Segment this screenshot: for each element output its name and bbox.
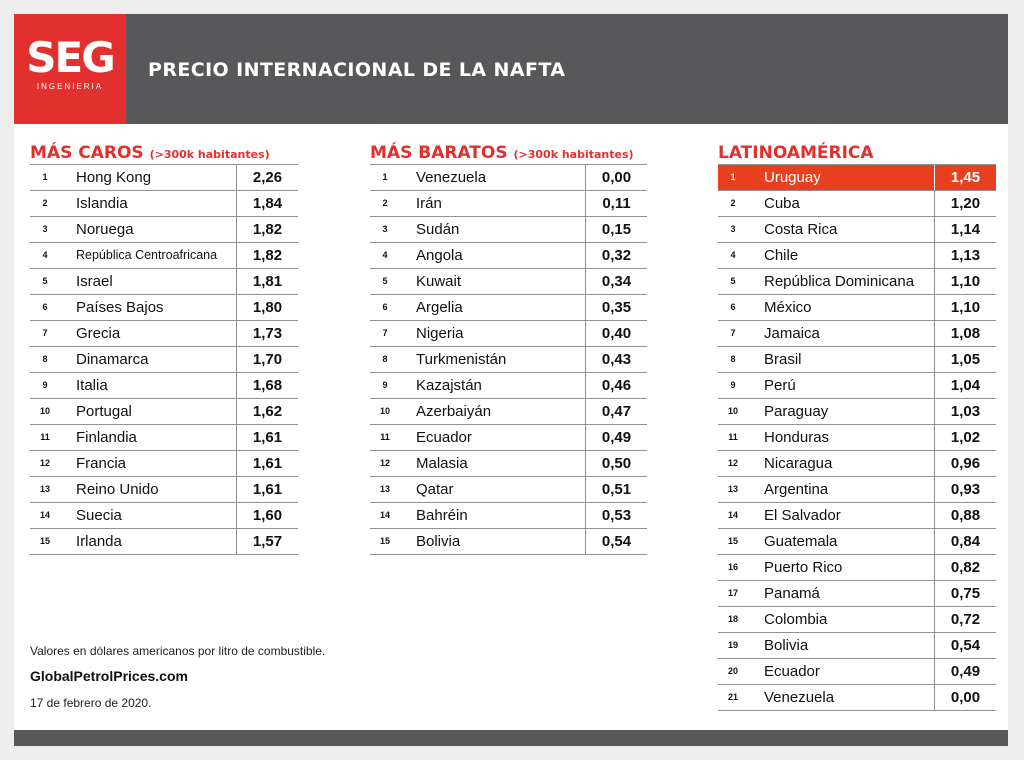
row-rank: 13 [727,484,738,494]
table-subtitle: (>300k habitantes) [149,148,270,161]
infographic-card [14,14,1008,746]
row-price: 0,46 [585,373,647,398]
table-row [718,373,996,399]
row-rank: 5 [42,276,48,286]
row-country: Venezuela [416,169,487,186]
row-country: Brasil [764,351,802,368]
row-price: 0,96 [934,451,996,476]
table-row [718,425,996,451]
row-rank: 6 [42,302,48,312]
row-price: 0,15 [585,217,647,242]
table-row [370,373,647,399]
row-price: 1,08 [934,321,996,346]
table-row [30,451,298,477]
row-country: Finlandia [76,429,137,446]
row-country: Islandia [76,195,128,212]
row-rank: 8 [730,354,736,364]
table-title [370,142,647,164]
source-credit: GlobalPetrolPrices.com [30,668,188,684]
table-row [370,425,647,451]
row-rank: 7 [730,328,736,338]
row-rank: 12 [379,458,390,468]
table-row [718,269,996,295]
row-country: Malasia [416,455,468,472]
row-rank: 10 [39,406,50,416]
row-country: México [764,299,812,316]
row-country: Suecia [76,507,122,524]
row-price: 1,04 [934,373,996,398]
logo-subtitle: INGENIERIA [36,82,104,91]
row-country: Uruguay [764,169,821,186]
row-rank: 18 [727,614,738,624]
row-price: 0,00 [585,165,647,190]
row-price: 1,05 [934,347,996,372]
header-bar [14,14,1008,124]
table-row [30,425,298,451]
row-price: 1,10 [934,295,996,320]
row-country: Costa Rica [764,221,838,238]
row-country: Nicaragua [764,455,833,472]
table-row [370,217,647,243]
table-row [30,477,298,503]
row-country: Qatar [416,481,454,498]
row-country: República Centroafricana [76,248,218,262]
row-country: Argelia [416,299,463,316]
row-price: 0,34 [585,269,647,294]
row-rank: 2 [382,198,388,208]
row-price: 1,82 [236,217,298,242]
row-price: 1,70 [236,347,298,372]
table-mas-caros [30,142,298,555]
row-country: Venezuela [764,689,835,706]
row-price: 1,02 [934,425,996,450]
row-country: Bahréin [416,507,468,524]
table-row [370,399,647,425]
row-country: República Dominicana [764,273,915,290]
table-row [718,659,996,685]
table-title [718,142,996,164]
logo-mark: SEG [26,33,114,82]
row-price: 1,82 [236,243,298,268]
row-rank: 11 [380,432,390,442]
row-rank: 4 [730,250,736,260]
row-price: 0,82 [934,555,996,580]
table-row [718,165,996,191]
row-rank: 1 [382,172,388,182]
row-price: 1,13 [934,243,996,268]
row-price: 1,20 [934,191,996,216]
row-country: Bolivia [416,533,461,550]
row-rank: 15 [39,536,50,546]
table-title-text: MÁS BARATOS [370,143,508,163]
row-rank: 3 [730,224,736,234]
row-country: Grecia [76,325,121,342]
table-row [718,191,996,217]
table-latinoamerica [718,142,996,711]
table-row [370,165,647,191]
row-price: 1,61 [236,477,298,502]
row-price: 1,80 [236,295,298,320]
table-row [370,191,647,217]
table-row [30,321,298,347]
row-price: 0,54 [934,633,996,658]
row-price: 0,43 [585,347,647,372]
table-row [718,633,996,659]
table-row [718,399,996,425]
row-rank: 8 [382,354,388,364]
row-rank: 14 [39,510,50,520]
row-price: 0,50 [585,451,647,476]
table-title-text: LATINOAMÉRICA [718,143,874,163]
table-row [718,581,996,607]
row-price: 1,68 [236,373,298,398]
table-row [718,451,996,477]
row-price: 1,10 [934,269,996,294]
table-row [718,555,996,581]
table-row [718,321,996,347]
table-rows [370,164,647,555]
row-price: 0,47 [585,399,647,424]
row-rank: 11 [40,432,50,442]
row-country: Argentina [764,481,829,498]
row-rank: 9 [382,380,388,390]
row-price: 0,72 [934,607,996,632]
row-rank: 10 [379,406,390,416]
row-price: 2,26 [236,165,298,190]
row-price: 0,35 [585,295,647,320]
row-price: 1,61 [236,451,298,476]
table-row [370,243,647,269]
row-country: Israel [76,273,113,290]
row-price: 1,14 [934,217,996,242]
table-row [30,503,298,529]
table-row [30,529,298,555]
table-row [370,295,647,321]
row-rank: 3 [42,224,48,234]
table-row [30,399,298,425]
row-price: 1,60 [236,503,298,528]
row-country: Jamaica [764,325,820,342]
row-price: 0,54 [585,529,647,554]
row-price: 0,51 [585,477,647,502]
row-rank: 17 [727,588,738,598]
table-subtitle: (>300k habitantes) [513,148,634,161]
row-rank: 20 [727,666,738,676]
table-row [718,685,996,711]
row-country: Colombia [764,611,828,628]
row-rank: 21 [727,692,738,702]
row-price: 0,88 [934,503,996,528]
table-mas-baratos [370,142,647,555]
table-row [30,217,298,243]
table-row [30,165,298,191]
row-country: Sudán [416,221,460,238]
row-country: Kuwait [416,273,462,290]
row-rank: 1 [42,172,48,182]
row-rank: 6 [730,302,736,312]
row-country: Cuba [764,195,800,212]
row-country: Puerto Rico [764,559,843,576]
table-row [718,529,996,555]
row-rank: 15 [379,536,390,546]
row-price: 0,11 [585,191,647,216]
table-title-text: MÁS CAROS [30,143,144,163]
row-rank: 15 [727,536,738,546]
table-row [718,295,996,321]
table-row [718,477,996,503]
table-row [370,503,647,529]
row-rank: 8 [42,354,48,364]
row-rank: 1 [730,172,736,182]
row-country: Irlanda [76,533,122,550]
row-country: Honduras [764,429,830,446]
row-price: 1,73 [236,321,298,346]
row-country: Guatemala [764,533,838,550]
row-price: 1,62 [236,399,298,424]
table-row [718,607,996,633]
row-rank: 11 [728,432,738,442]
row-price: 1,03 [934,399,996,424]
row-country: Países Bajos [76,299,164,316]
row-country: Panamá [764,585,820,602]
table-row [718,347,996,373]
row-country: Nigeria [416,325,464,342]
table-row [370,321,647,347]
table-row [370,347,647,373]
brand-logo [14,14,126,124]
row-country: Irán [416,195,442,212]
row-rank: 19 [727,640,738,650]
row-rank: 14 [379,510,390,520]
row-country: Italia [76,377,108,394]
row-country: Noruega [76,221,134,238]
publication-date: 17 de febrero de 2020. [30,696,152,710]
table-row [718,217,996,243]
row-rank: 2 [730,198,736,208]
row-country: Hong Kong [76,169,152,186]
row-rank: 12 [727,458,738,468]
row-rank: 9 [42,380,48,390]
row-country: El Salvador [764,507,841,524]
table-row [718,503,996,529]
row-rank: 4 [42,250,48,260]
row-price: 1,61 [236,425,298,450]
row-rank: 5 [730,276,736,286]
row-price: 1,81 [236,269,298,294]
row-rank: 7 [42,328,48,338]
table-row [30,269,298,295]
row-country: Angola [416,247,463,264]
row-country: Ecuador [764,663,820,680]
row-country: Reino Unido [76,481,159,498]
table-rows [30,164,298,555]
row-price: 0,49 [585,425,647,450]
table-row [30,373,298,399]
row-price: 1,57 [236,529,298,554]
row-rank: 16 [727,562,738,572]
table-row [718,243,996,269]
row-price: 0,84 [934,529,996,554]
row-country: Chile [764,247,799,264]
row-rank: 12 [39,458,50,468]
row-country: Paraguay [764,403,829,420]
row-country: Francia [76,455,127,472]
row-rank: 13 [379,484,390,494]
table-row [30,191,298,217]
row-rank: 7 [382,328,388,338]
row-country: Dinamarca [76,351,149,368]
row-rank: 13 [39,484,50,494]
row-country: Turkmenistán [416,351,507,368]
row-country: Perú [764,377,796,394]
row-country: Ecuador [416,429,472,446]
row-country: Kazajstán [416,377,482,394]
table-row [30,347,298,373]
row-rank: 4 [382,250,388,260]
row-price: 1,84 [236,191,298,216]
table-rows [718,164,996,711]
row-rank: 14 [727,510,738,520]
row-rank: 10 [727,406,738,416]
row-price: 0,40 [585,321,647,346]
row-country: Portugal [76,403,132,420]
row-price: 0,53 [585,503,647,528]
row-rank: 2 [42,198,48,208]
row-price: 0,93 [934,477,996,502]
table-row [30,295,298,321]
table-title [30,142,298,164]
table-row [30,243,298,269]
row-rank: 5 [382,276,388,286]
footnote-units: Valores en dólares americanos por litro de combustible. [30,644,326,658]
row-rank: 3 [382,224,388,234]
table-row [370,451,647,477]
table-row [370,269,647,295]
row-rank: 9 [730,380,736,390]
row-price: 1,45 [934,165,996,190]
footer-bar [14,730,1008,746]
row-price: 0,32 [585,243,647,268]
row-price: 0,75 [934,581,996,606]
row-country: Bolivia [764,637,809,654]
row-price: 0,00 [934,685,996,710]
row-price: 0,49 [934,659,996,684]
row-country: Azerbaiyán [416,403,492,420]
table-row [370,477,647,503]
row-rank: 6 [382,302,388,312]
table-row [370,529,647,555]
page-title: PRECIO INTERNACIONAL DE LA NAFTA [148,59,566,81]
